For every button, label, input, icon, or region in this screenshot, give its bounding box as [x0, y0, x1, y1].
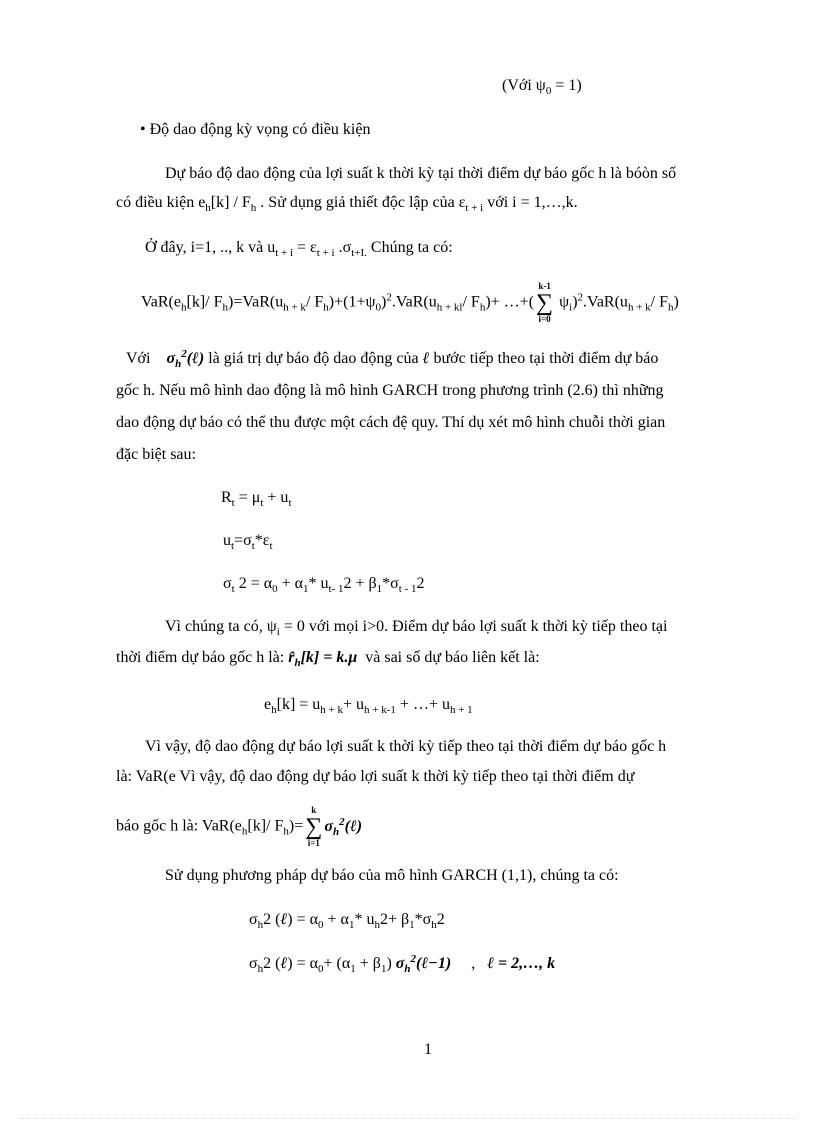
paragraph-1-line-2: có điều kiện $e_h[k] / F_h$ . Sử dụng giả thiết độc lập của $\varepsilon_{t + i}$ với i = 1,…,k.: [116, 194, 578, 214]
paragraph-3-line-3: dao động dự báo có thể thu được một cách đệ quy. Thí dụ xét mô hình chuỗi thời gian: [116, 414, 666, 431]
forecast-error-equation: $e_h[k] = u_{h + k}+ u_{h + k-1}$ + …+ $u_{h + 1}$: [264, 696, 473, 716]
garch-forecast-equation-1: $\sigma_h2$ (ℓ) = $\alpha_0 + \alpha_1*$ $u_h2+ \beta_1*\sigma_h2$: [249, 911, 445, 931]
paragraph-5-line-3: báo gốc h là: $VaR(e_h[k]/$ $F_h)=$ k ∑ i=1 $\sigma_h^2(\ell)$: [116, 805, 363, 848]
equation-returns: $R_t = \mu_t + u_t$: [221, 489, 292, 509]
summation-symbol-2: k ∑ i=1: [305, 805, 323, 848]
bullet-icon: •: [140, 121, 146, 138]
return-forecast-formula: $r̂_h[k] = k.\mu$: [288, 649, 358, 669]
garch-forecast-equation-2: $\sigma_h2$ (ℓ) = $\alpha_0+ (\alpha_1 + \beta_1)$ $\sigma_h^2(\ell-1)$ , ℓ = 2,…, k: [249, 953, 556, 975]
section-bullet-heading: • Độ dao động kỳ vọng có điều kiện: [140, 121, 371, 138]
paragraph-5-line-1: Vì vậy, độ dao động dự báo lợi suất k thời kỳ tiếp theo tại thời điểm dự báo gốc h: [145, 738, 667, 755]
paragraph-5-line-2: là: VaR(e Vì vậy, độ dao động dự báo lợi suất k thời kỳ tiếp theo tại thời điểm dự: [116, 768, 635, 785]
page-footer-rule: [20, 1118, 796, 1119]
initial-condition-note: (Với $\psi_0 = 1$): [502, 77, 582, 97]
equation-garch: $\sigma_t$ $2 = \alpha_0 + \alpha_1*$ $u_{t- 1}2 + \beta_1*\sigma_{t - 1}2$: [223, 575, 425, 595]
paragraph-1-line-1: Dự báo độ dao động của lợi suất k thời kỳ tại thời điểm dự báo gốc h là bóòn số: [165, 165, 677, 182]
page-number: 1: [424, 1041, 432, 1058]
paragraph-4-line-2: thời điểm dự báo gốc h là: $r̂_h[k] = k.\mu$ và sai số dự báo liên kết là:: [116, 649, 540, 669]
equation-shock: $u_t=\sigma_t*\varepsilon_t$: [223, 532, 273, 552]
paragraph-3-line-4: đặc biệt sau:: [116, 446, 196, 463]
summation-symbol: k-1 ∑ i=0: [536, 281, 554, 324]
variance-equation: $VaR(e_h[k]/$ $F_h)=VaR(u_{h + k}/$ $F_h)+(1+\psi_0)^2.VaR(u_{h + kl}/$ $F_h)+$ …+( k-1 ∑ i=0 $\psi_i)^2.VaR(u_{h + k}/$ $F_h$): [141, 281, 679, 324]
sigma-symbol: $\sigma_h^2(\ell)$: [166, 348, 205, 370]
paragraph-2: Ở đây, i=1, .., k và $u_{t + i} = \varepsilon_{t + i}$ $.\sigma_{t+I.}$ Chúng ta có:: [145, 239, 453, 259]
paragraph-3-line-1: Với $\sigma_h^2(\ell)$ là giá trị dự báo độ dao động của ℓ bước tiếp theo tại thời điểm dự báo: [126, 348, 659, 370]
paragraph-6: Sử dụng phương pháp dự báo của mô hình GARCH (1,1), chúng ta có:: [165, 867, 619, 884]
paragraph-3-line-2: gốc h. Nếu mô hình dao động là mô hình GARCH trong phương trình (2.6) thì những: [116, 382, 664, 399]
paragraph-4-line-1: Vì chúng ta có, $\psi_i = 0$ với mọi i>0. Điểm dự báo lợi suất k thời kỳ tiếp theo tại: [165, 618, 668, 638]
